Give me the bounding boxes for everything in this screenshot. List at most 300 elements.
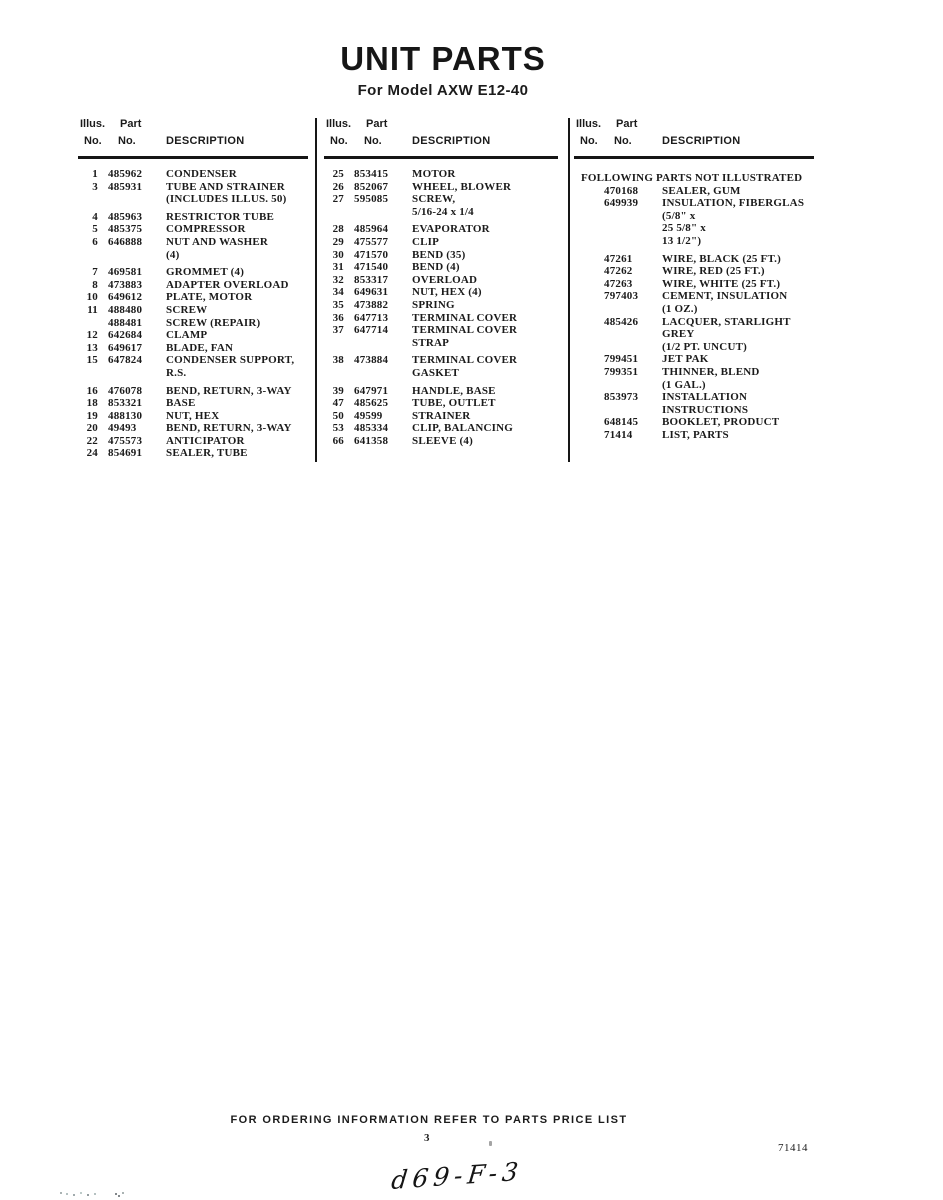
part-no-cell: 799351 [604,365,639,378]
header-illus-label: Illus. [576,118,602,130]
part-no-cell [604,404,652,417]
parts-line [574,379,814,392]
part-no-cell: 853415 [354,168,389,180]
description-cell: TUBE AND STRAINER [166,180,285,193]
parts-line [574,303,814,316]
illus-no-cell [574,379,594,392]
parts-line [574,429,814,442]
parts-entry [78,223,308,236]
illus-no-cell [324,367,344,380]
description-cell: LIST, PARTS [662,428,729,441]
description-cell: (1 OZ.) [662,302,698,315]
parts-line [78,304,308,317]
part-no-cell: 475577 [354,235,389,248]
description-cell: (5/8" x [662,209,696,222]
parts-entry [78,329,308,342]
description-cell: BLADE, FAN [166,341,234,354]
parts-line [324,181,558,194]
parts-line [574,404,814,417]
illus-no-cell: 18 [86,397,98,410]
header-rule [324,156,558,159]
parts-entry [324,168,558,181]
part-no-cell: 71414 [604,428,633,441]
illus-no-cell: 47 [332,397,344,410]
parts-line [78,447,308,460]
illus-no-cell: 35 [332,298,344,311]
header-part-label: Part [120,118,142,130]
part-no-cell [354,206,402,219]
part-no-cell [604,210,652,223]
parts-line [574,222,814,235]
illus-no-cell [574,391,594,404]
header-rule [78,156,308,159]
description-cell: BEND (4) [412,261,460,274]
parts-line [78,211,308,224]
illus-no-cell: 12 [86,329,98,342]
part-no-cell: 485334 [354,422,389,435]
illus-no-cell [574,222,594,235]
header-description: DESCRIPTION [662,135,741,147]
part-no-cell: 47261 [604,252,633,265]
description-cell: JET PAK [662,353,709,366]
part-no-cell: 470168 [604,184,639,197]
parts-line [78,266,308,279]
part-no-cell: 469581 [108,266,143,279]
header-part-no: No. [614,135,632,147]
description-cell: SEALER, TUBE [166,447,248,460]
parts-line [324,223,558,236]
description-cell: STRAINER [412,409,471,422]
parts-entry [324,410,558,423]
parts-entry [78,266,308,279]
parts-line [574,290,814,303]
part-no-cell: 641358 [354,434,389,447]
parts-entry [574,197,814,247]
description-cell: (1/2 PT. UNCUT) [662,340,747,353]
description-cell: 25 5/8" x [662,222,706,235]
parts-line [78,342,308,355]
column-divider-1 [315,118,317,462]
part-no-cell: 488480 [108,303,143,316]
parts-line [574,265,814,278]
parts-entry [78,354,308,379]
description-cell: BOOKLET, PRODUCT [662,416,780,429]
parts-line [78,422,308,435]
parts-line [324,236,558,249]
part-no-cell [604,235,652,248]
illus-no-cell [574,210,594,223]
header-part-no: No. [364,135,382,147]
part-no-cell: 649617 [108,341,143,354]
header-illus-no: No. [84,135,102,147]
part-no-cell: 647971 [354,384,389,397]
illus-no-cell [78,249,98,262]
illus-no-cell [324,337,344,350]
description-cell: CLIP, BALANCING [412,422,514,435]
parts-entry [324,249,558,262]
description-cell: WIRE, RED (25 FT.) [662,265,765,278]
illus-no-cell: 29 [332,235,344,248]
part-no-cell: 647714 [354,324,389,337]
part-no-cell: 853973 [604,391,639,404]
description-cell: 13 1/2") [662,234,702,247]
header-description: DESCRIPTION [166,135,245,147]
description-cell: HANDLE, BASE [412,384,496,397]
description-cell: TERMINAL COVER [412,311,518,324]
column-rows [574,172,814,441]
description-cell: COMPRESSOR [166,223,246,236]
illus-no-cell: 11 [87,303,98,316]
header-illus-label: Illus. [80,118,106,130]
parts-line [78,249,308,262]
parts-line [78,435,308,448]
part-no-cell: 485964 [354,223,389,236]
illus-no-cell: 36 [332,311,344,324]
illus-no-cell: 22 [86,434,98,447]
description-cell: ADAPTER OVERLOAD [166,278,289,291]
parts-entry [324,274,558,287]
parts-entry [78,447,308,460]
parts-entry [78,168,308,181]
part-no-cell [604,328,652,341]
parts-line [78,181,308,194]
part-no-cell [108,249,156,262]
parts-entry [78,397,308,410]
description-cell: (4) [166,248,180,261]
parts-line [78,223,308,236]
illus-no-cell: 66 [332,434,344,447]
scan-dot-artifact [489,1141,492,1146]
parts-entry [574,316,814,354]
part-no-cell: 642684 [108,329,143,342]
document-number: 71414 [778,1142,808,1154]
parts-entry [574,391,814,416]
parts-entry [574,265,814,278]
description-cell: NUT, HEX [166,409,220,422]
illus-no-cell: 53 [332,422,344,435]
part-no-cell [354,337,402,350]
illus-no-cell [574,353,594,366]
header-illus-no: No. [580,135,598,147]
parts-entry [78,291,308,304]
parts-entry [78,181,308,206]
description-cell: OVERLOAD [412,273,478,286]
handwritten-mark: d69-F-3 [390,1156,525,1195]
parts-line [78,385,308,398]
part-no-cell: 853317 [354,273,389,286]
parts-entry [78,317,308,330]
description-cell: CEMENT, INSULATION [662,290,788,303]
description-cell: WIRE, BLACK (25 FT.) [662,252,781,265]
illus-no-cell: 13 [86,341,98,354]
illus-no-cell: 34 [332,286,344,299]
parts-entry [78,211,308,224]
illus-no-cell [574,416,594,429]
description-cell: SCREW [166,303,208,316]
parts-entry [324,312,558,325]
description-cell: MOTOR [412,168,456,180]
illus-no-cell [574,290,594,303]
description-cell: BEND, RETURN, 3-WAY [166,422,292,435]
parts-entry [574,278,814,291]
illus-no-cell [78,367,98,380]
description-cell: RESTRICTOR TUBE [166,210,275,223]
description-cell: ANTICIPATOR [166,434,245,447]
parts-entry [324,261,558,274]
description-cell: CONDENSER SUPPORT, [166,354,295,367]
header-part-label: Part [366,118,388,130]
description-cell: PLATE, MOTOR [166,291,253,304]
parts-entry [324,181,558,194]
description-cell: LACQUER, STARLIGHT [662,315,791,328]
parts-entry [574,290,814,315]
description-cell: GREY [662,328,695,341]
illus-no-cell: 26 [332,180,344,193]
parts-entry [324,324,558,349]
description-cell: BEND, RETURN, 3-WAY [166,384,292,397]
column-header [324,118,558,156]
part-no-cell: 475573 [108,434,143,447]
part-no-cell: 49493 [108,422,137,435]
parts-entry [78,410,308,423]
description-cell: NUT AND WASHER [166,235,269,248]
part-no-cell: 485963 [108,210,143,223]
parts-line [324,354,558,367]
part-no-cell [604,379,652,392]
part-no-cell: 485931 [108,180,143,193]
parts-line [78,354,308,367]
parts-entry [78,342,308,355]
header-rule [574,156,814,159]
parts-line [324,324,558,337]
description-cell: TERMINAL COVER [412,354,518,367]
page-number: 3 [424,1132,430,1144]
description-cell: INSTRUCTIONS [662,403,749,416]
scan-speck-artifacts [60,1192,62,1194]
parts-entry [78,304,308,317]
part-no-cell [108,193,156,206]
parts-line [574,416,814,429]
parts-line [324,249,558,262]
parts-entry [574,416,814,429]
description-cell: GROMMET (4) [166,266,245,279]
description-cell: TERMINAL COVER [412,324,518,337]
description-cell: EVAPORATOR [412,223,490,236]
illus-no-cell [574,341,594,354]
part-no-cell: 49599 [354,409,383,422]
description-cell: CLIP [412,235,440,248]
illus-no-cell [574,429,594,442]
parts-column [574,118,814,441]
description-cell: (1 GAL.) [662,378,706,391]
parts-line [574,185,814,198]
parts-line [324,435,558,448]
description-cell: STRAP [412,336,450,349]
illus-no-cell [574,278,594,291]
parts-entry [324,286,558,299]
parts-line [324,193,558,206]
parts-line [574,341,814,354]
parts-line [574,328,814,341]
parts-line [574,197,814,210]
parts-line [78,367,308,380]
parts-line [324,385,558,398]
description-cell: (INCLUDES ILLUS. 50) [166,193,287,206]
part-no-cell: 473884 [354,354,389,367]
parts-line [324,206,558,219]
description-cell: SCREW (REPAIR) [166,316,261,329]
part-no-cell: 47262 [604,265,633,278]
parts-line [574,253,814,266]
parts-column [78,118,308,460]
description-cell: NUT, HEX (4) [412,286,482,299]
part-no-cell: 797403 [604,290,639,303]
illus-no-cell: 25 [332,168,344,180]
parts-line [324,286,558,299]
parts-line [324,337,558,350]
description-cell: BASE [166,397,196,410]
part-no-cell [604,222,652,235]
header-illus-no: No. [330,135,348,147]
part-no-cell: 476078 [108,384,143,397]
illus-no-cell: 8 [92,278,98,291]
part-no-cell: 799451 [604,353,639,366]
parts-entry [78,385,308,398]
part-no-cell [108,367,156,380]
parts-line [324,299,558,312]
illus-no-cell: 1 [92,168,98,180]
parts-line [574,278,814,291]
part-no-cell: 649612 [108,291,143,304]
parts-line [324,367,558,380]
description-cell: SPRING [412,298,455,311]
part-no-cell: 473883 [108,278,143,291]
part-no-cell: 473882 [354,298,389,311]
part-no-cell: 648145 [604,416,639,429]
part-no-cell: 485962 [108,168,143,180]
part-no-cell: 854691 [108,447,143,460]
parts-line [574,235,814,248]
parts-line [324,261,558,274]
parts-line [78,291,308,304]
parts-entry [324,223,558,236]
illus-no-cell: 15 [86,354,98,367]
illus-no-cell: 30 [332,248,344,261]
ordering-info-note: FOR ORDERING INFORMATION REFER TO PARTS PRICE LIST [230,1114,628,1126]
description-cell: R.S. [166,366,187,379]
illus-no-cell: 3 [92,180,98,193]
part-no-cell [354,367,402,380]
illus-no-cell [574,253,594,266]
illus-no-cell [574,316,594,329]
illus-no-cell [574,235,594,248]
description-cell: CLAMP [166,329,208,342]
description-cell: TUBE, OUTLET [412,397,496,410]
illus-no-cell: 20 [86,422,98,435]
description-cell: 5/16-24 x 1/4 [412,205,474,218]
description-cell: INSTALLATION [662,391,748,404]
parts-entry [574,366,814,391]
illus-no-cell [574,265,594,278]
column-rows [78,168,308,460]
part-no-cell: 647824 [108,354,143,367]
parts-line [574,391,814,404]
parts-line [574,366,814,379]
not-illustrated-note: FOLLOWING PARTS NOT ILLUSTRATED [581,172,803,184]
illus-no-cell: 10 [86,291,98,304]
column-header [574,118,814,156]
parts-entry [78,435,308,448]
illus-no-cell [78,193,98,206]
part-no-cell: 471570 [354,248,389,261]
part-no-cell: 853321 [108,397,143,410]
illus-no-cell: 37 [332,324,344,337]
parts-line [324,312,558,325]
part-no-cell: 647713 [354,311,389,324]
parts-line [574,316,814,329]
illus-no-cell [574,185,594,198]
parts-entry [78,279,308,292]
illus-no-cell: 31 [332,261,344,274]
parts-line [78,279,308,292]
title-block [0,40,886,99]
illus-no-cell: 24 [86,447,98,460]
header-part-no: No. [118,135,136,147]
illus-no-cell: 38 [332,354,344,367]
parts-entry [324,193,558,218]
parts-entry [324,397,558,410]
parts-entry [324,236,558,249]
parts-entry [324,354,558,379]
part-no-cell: 488130 [108,409,143,422]
part-no-cell: 649631 [354,286,389,299]
part-no-cell: 646888 [108,235,143,248]
parts-entry [324,422,558,435]
part-no-cell: 649939 [604,197,639,210]
parts-entry [574,185,814,198]
parts-line [78,410,308,423]
column-rows [324,168,558,447]
parts-line [324,274,558,287]
description-cell: SLEEVE (4) [412,434,473,447]
parts-line [574,210,814,223]
part-no-cell: 485426 [604,315,639,328]
description-cell: WHEEL, BLOWER [412,180,512,193]
parts-entry [574,353,814,366]
parts-entry [324,435,558,448]
parts-column [324,118,558,447]
part-no-cell: 488481 [108,316,143,329]
illus-no-cell [574,366,594,379]
illus-no-cell [574,197,594,210]
parts-line [78,193,308,206]
illus-no-cell [574,404,594,417]
part-no-cell: 852067 [354,180,389,193]
parts-line [324,422,558,435]
illus-no-cell: 19 [86,409,98,422]
illus-no-cell: 16 [86,384,98,397]
illus-no-cell [78,317,98,330]
part-no-cell: 485625 [354,397,389,410]
illus-no-cell [574,303,594,316]
parts-line [574,353,814,366]
parts-line [78,317,308,330]
illus-no-cell [324,206,344,219]
part-no-cell [604,341,652,354]
parts-line [324,410,558,423]
page-subtitle: For Model AXW E12-40 [357,82,529,99]
description-cell: CONDENSER [166,168,237,180]
